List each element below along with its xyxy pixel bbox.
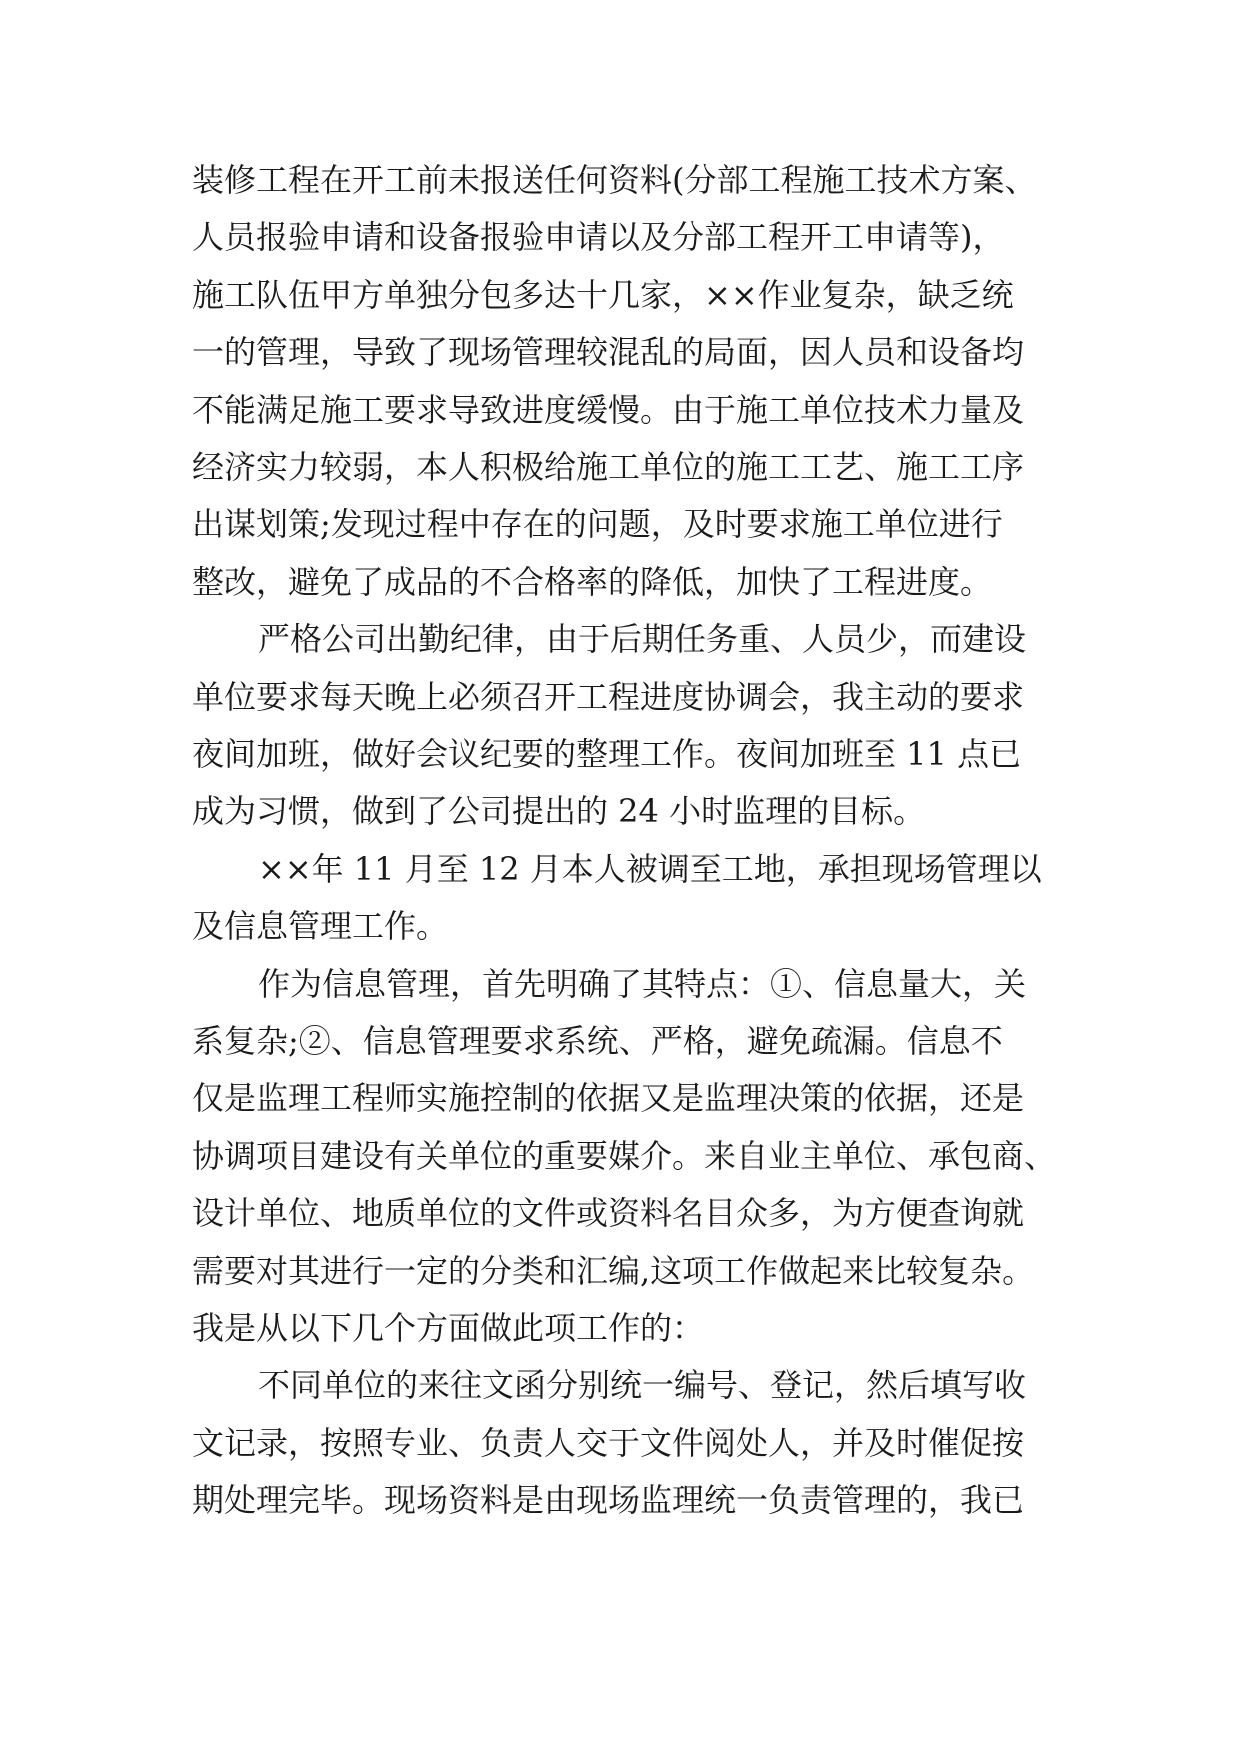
text-line: 期处理完毕。现场资料是由现场监理统一负责管理的，我已 (192, 1481, 1025, 1519)
text-line: 人员报验申请和设备报验申请以及分部工程开工申请等)， (192, 218, 1005, 256)
text-line: ××年 11 月至 12 月本人被调至工地，承担现场管理以 (258, 850, 1042, 888)
text-line: 单位要求每天晚上必须召开工程进度协调会，我主动的要求 (192, 678, 1025, 716)
text-line: 装修工程在开工前未报送任何资料(分部工程施工技术方案、 (192, 161, 1037, 199)
text-line: 及信息管理工作。 (192, 907, 449, 945)
text-line: 夜间加班，做好会议纪要的整理工作。夜间加班至 11 点已 (192, 735, 1022, 773)
text-line: 经济实力较弱，本人积极给施工单位的施工工艺、施工工序 (192, 448, 1025, 486)
text-line: 一的管理，导致了现场管理较混乱的局面，因人员和设备均 (192, 333, 1025, 371)
text-line: 仅是监理工程师实施控制的依据又是监理决策的依据，还是 (192, 1079, 1025, 1117)
text-line: 协调项目建设有关单位的重要媒介。来自业主单位、承包商、 (192, 1137, 1057, 1175)
text-line: 不同单位的来往文函分别统一编号、登记，然后填写收 (258, 1366, 1027, 1404)
text-line: 施工队伍甲方单独分包多达十几家，××作业复杂，缺乏统 (192, 276, 1014, 314)
text-line: 严格公司出勤纪律，由于后期任务重、人员少，而建设 (258, 620, 1027, 658)
text-line: 出谋划策;发现过程中存在的问题，及时要求施工单位进行 (192, 505, 1003, 543)
text-line: 设计单位、地质单位的文件或资料名目众多，为方便查询就 (192, 1194, 1025, 1232)
text-line: 我是从以下几个方面做此项工作的： (192, 1309, 705, 1347)
text-line: 整改，避免了成品的不合格率的降低，加快了工程进度。 (192, 563, 993, 601)
text-line: 作为信息管理，首先明确了其特点：①、信息量大，关 (258, 965, 1027, 1003)
text-line: 不能满足施工要求导致进度缓慢。由于施工单位技术力量及 (192, 391, 1025, 429)
text-line: 需要对其进行一定的分类和汇编,这项工作做起来比较复杂。 (192, 1252, 1035, 1290)
text-line: 系复杂;②、信息管理要求系统、严格，避免疏漏。信息不 (192, 1022, 1003, 1060)
text-line: 文记录，按照专业、负责人交于文件阅处人，并及时催促按 (192, 1424, 1025, 1462)
text-line: 成为习惯，做到了公司提出的 24 小时监理的目标。 (192, 792, 926, 830)
